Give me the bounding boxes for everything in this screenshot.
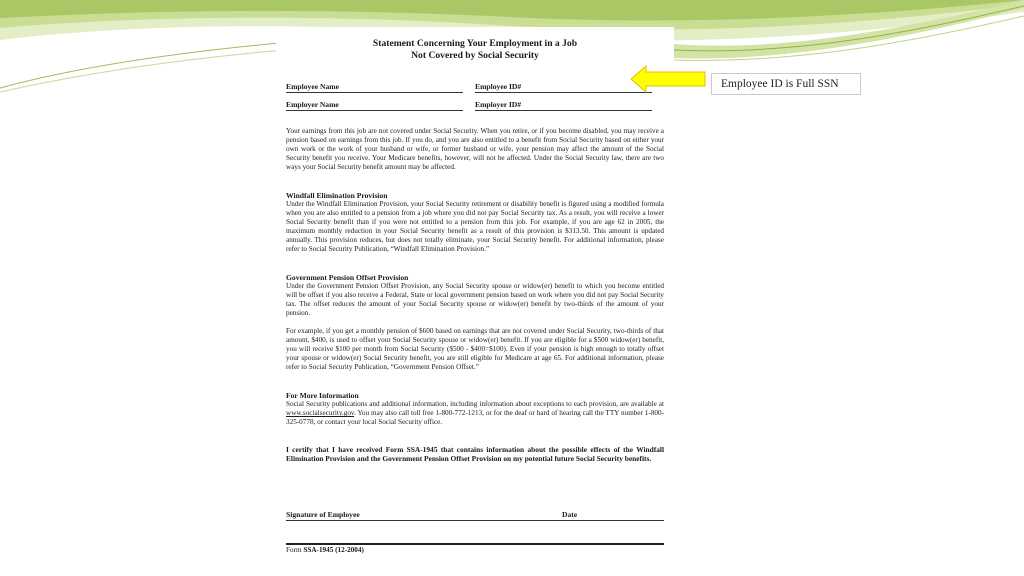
gpo-heading: Government Pension Offset Provision [286, 273, 409, 282]
swoosh-line-left-2 [0, 50, 285, 92]
form-number-prefix: Form [286, 546, 304, 554]
footer-rule [286, 543, 664, 545]
signature-label: Signature of Employee [286, 510, 360, 519]
example-paragraph: For example, if you get a monthly pension of $600 based on earnings that are not covered under Social Security, two-thirds of that amount, $400, is used to offset your Social Security spouse or widow(er) benefit. If you are eligible for a $500 widow(er) benefit, you will receive $100 per month from Social Security ($500 - $400=$100). Even if your pension is high enough to totally offset your spouse or widow(er) Social Security benefit, you are still eligible for Medicare at age 65. For additional information, please refer to Social Security Publication, “Government Pension Offset.” [286, 327, 664, 372]
employee-id-label: Employee ID# [475, 82, 522, 91]
more-info-heading: For More Information [286, 391, 359, 400]
gpo-paragraph: Under the Government Pension Offset Provision, any Social Security spouse or widow(er) benefit to which you become entitled will be offset if you also receive a Federal, State or local government pension based on work where you did not pay Social Security tax. The offset reduces the amount of your Social Security spouse or widow(er) benefit by two-thirds of the amount of your pension. [286, 282, 664, 318]
employee-id-line [475, 92, 652, 93]
employee-id-callout: Employee ID is Full SSN [711, 73, 861, 95]
form-number-value: SSA-1945 (12-2004) [303, 546, 364, 554]
employer-id-line [475, 110, 652, 111]
more-info-text-before: Social Security publications and additional information, including information about exceptions to each provision, are available at [286, 400, 664, 408]
form-title-line2: Not Covered by Social Security [411, 50, 539, 61]
employer-name-label: Employer Name [286, 100, 339, 109]
signature-line [286, 520, 664, 521]
certification-statement: I certify that I have received Form SSA-1945 that contains information about the possible effects of the Windfall Elimination Provision and the Government Pension Offset Provision on my potential future Social Security benefits. [286, 445, 664, 464]
swoosh-line-left [0, 42, 290, 88]
intro-paragraph: Your earnings from this job are not covered under Social Security. When you retire, or if you become disabled, you may receive a pension based on earnings from this job. If you do, and you are also entitled to a benefit from Social Security based on either your own work or the work of your husband or wife, or former husband or wife, your pension may affect the amount of the Social Security benefit you receive. Your Medicare benefits, however, will not be affected. Under the Social Security law, there are two ways your Social Security benefit amount may be affected. [286, 127, 664, 172]
form-title-line1: Statement Concerning Your Employment in a Job [372, 38, 578, 49]
more-info-paragraph [286, 400, 664, 427]
wep-paragraph: Under the Windfall Elimination Provision, your Social Security retirement or disability benefit is figured using a modified formula when you are also entitled to a pension from a job where you did not pay Social Security tax. As a result, you will receive a lower Social Security benefit than if you were not entitled to a pension from this job. For example, if you are age 62 in 2005, the maximum monthly reduction in your Social Security benefit as a result of this provision is $313.50. This amount is updated annually. This provision reduces, but does not totally eliminate, your Social Security benefit. For additional information, please refer to Social Security Publication, “Windfall Elimination Provision.” [286, 200, 664, 254]
employee-name-label: Employee Name [286, 82, 339, 91]
wep-heading: Windfall Elimination Provision [286, 191, 388, 200]
ssa-1945-form-page [276, 27, 674, 562]
yellow-arrow-icon [630, 65, 706, 93]
employer-id-label: Employer ID# [475, 100, 522, 109]
employee-name-line [286, 92, 463, 93]
form-number [286, 546, 364, 555]
socialsecurity-link[interactable]: www.socialsecurity.gov [286, 409, 355, 418]
more-info-text-after: . You may also call toll free 1-800-772-1213, or for the deaf or hard of hearing call the TTY number 1-800-325-0778, or contact your local Social Security office. [286, 409, 664, 427]
employer-name-line [286, 110, 463, 111]
date-label: Date [562, 510, 578, 519]
